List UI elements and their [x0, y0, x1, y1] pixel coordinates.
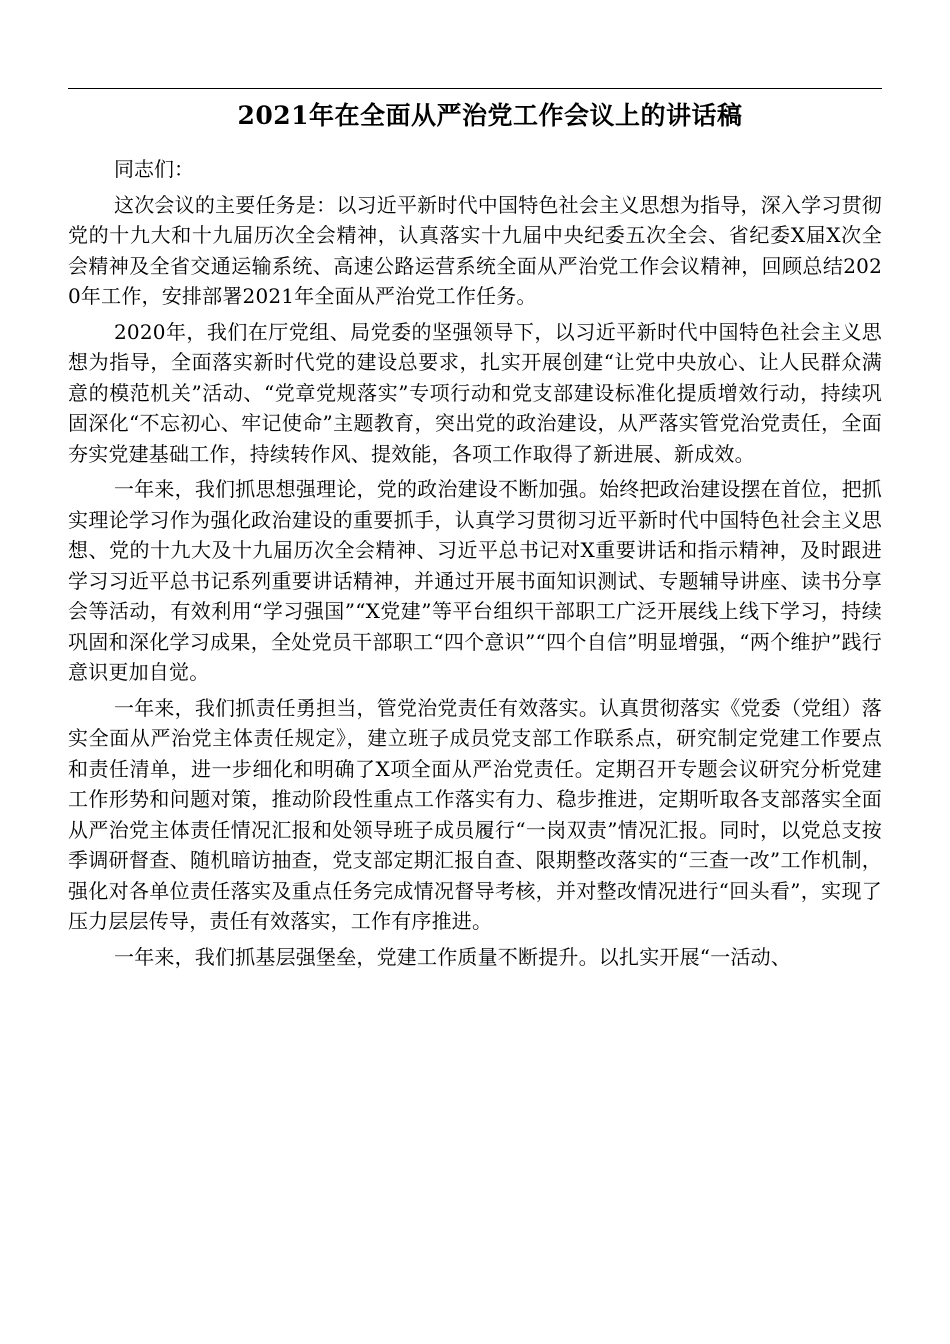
paragraph-2020-summary: 2020年，我们在厅党组、局党委的坚强领导下，以习近平新时代中国特色社会主义思想为指导，全面落实新时代党的建设总要求，扎实开展创建“让党中央放心、让人民群众满意的模范机关”活动、“党章党规落实”专项行动和党支部建设标准化提质增效行动，持续巩固深化“不忘初心、牢记使命”主题教育，突出党的政治建设，从严落实管党治党责任，全面夯实党建基础工作，持续转作风、提效能，各项工作取得了新进展、新成效。	[68, 319, 882, 466]
document-title: 2021年在全面从严治党工作会议上的讲话稿	[237, 101, 743, 130]
paragraph-responsibility: 一年来，我们抓责任勇担当，管党治党责任有效落实。认真贯彻落实《党委（党组）落实全面从严治党主体责任规定》，建立班子成员党支部工作联系点，研究制定党建工作要点和责任清单，进一步细化和明确了X项全面从严治党责任。定期召开专题会议研究分析党建工作形势和问题对策，推动阶段性重点工作落实有力、稳步推进，定期听取各支部落实全面从严治党主体责任情况汇报和处领导班子成员履行“一岗双责”情况汇报。同时，以党总支按季调研督查、随机暗访抽查，党支部定期汇报自查、限期整改落实的“三查一改”工作机制，强化对各单位责任落实及重点任务完成情况督导考核，并对整改情况进行“回头看”，实现了压力层层传导，责任有效落实，工作有序推进。	[68, 695, 882, 933]
paragraph-meeting-tasks: 这次会议的主要任务是：以习近平新时代中国特色社会主义思想为指导，深入学习贯彻党的十九大和十九届历次全会精神，认真落实十九届中央纪委五次全会、省纪委X届X次全会精神及全省交通运输系统、高速公路运营系统全面从严治党工作会议精神，回顾总结2020年工作，安排部署2021年全面从严治党工作任务。	[68, 192, 882, 308]
document-body	[68, 154, 882, 972]
header-rule	[68, 88, 882, 89]
paragraph-grassroots: 一年来，我们抓基层强堡垒，党建工作质量不断提升。以扎实开展“一活动、	[114, 944, 792, 969]
paragraph-political-building: 一年来，我们抓思想强理论，党的政治建设不断加强。始终把政治建设摆在首位，把抓实理论学习作为强化政治建设的重要抓手，认真学习贯彻习近平新时代中国特色社会主义思想、党的十九大及十九届历次全会精神、习近平总书记对X重要讲话和指示精神，及时跟进学习习近平总书记系列重要讲话精神，并通过开展书面知识测试、专题辅导讲座、读书分享会等活动，有效利用“学习强国”“X党建”等平台组织干部职工广泛开展线上线下学习，持续巩固和深化学习成果，全处党员干部职工“四个意识”“四个自信”明显增强，“两个维护”践行意识更加自觉。	[68, 477, 882, 684]
salutation: 同志们：	[114, 157, 194, 181]
